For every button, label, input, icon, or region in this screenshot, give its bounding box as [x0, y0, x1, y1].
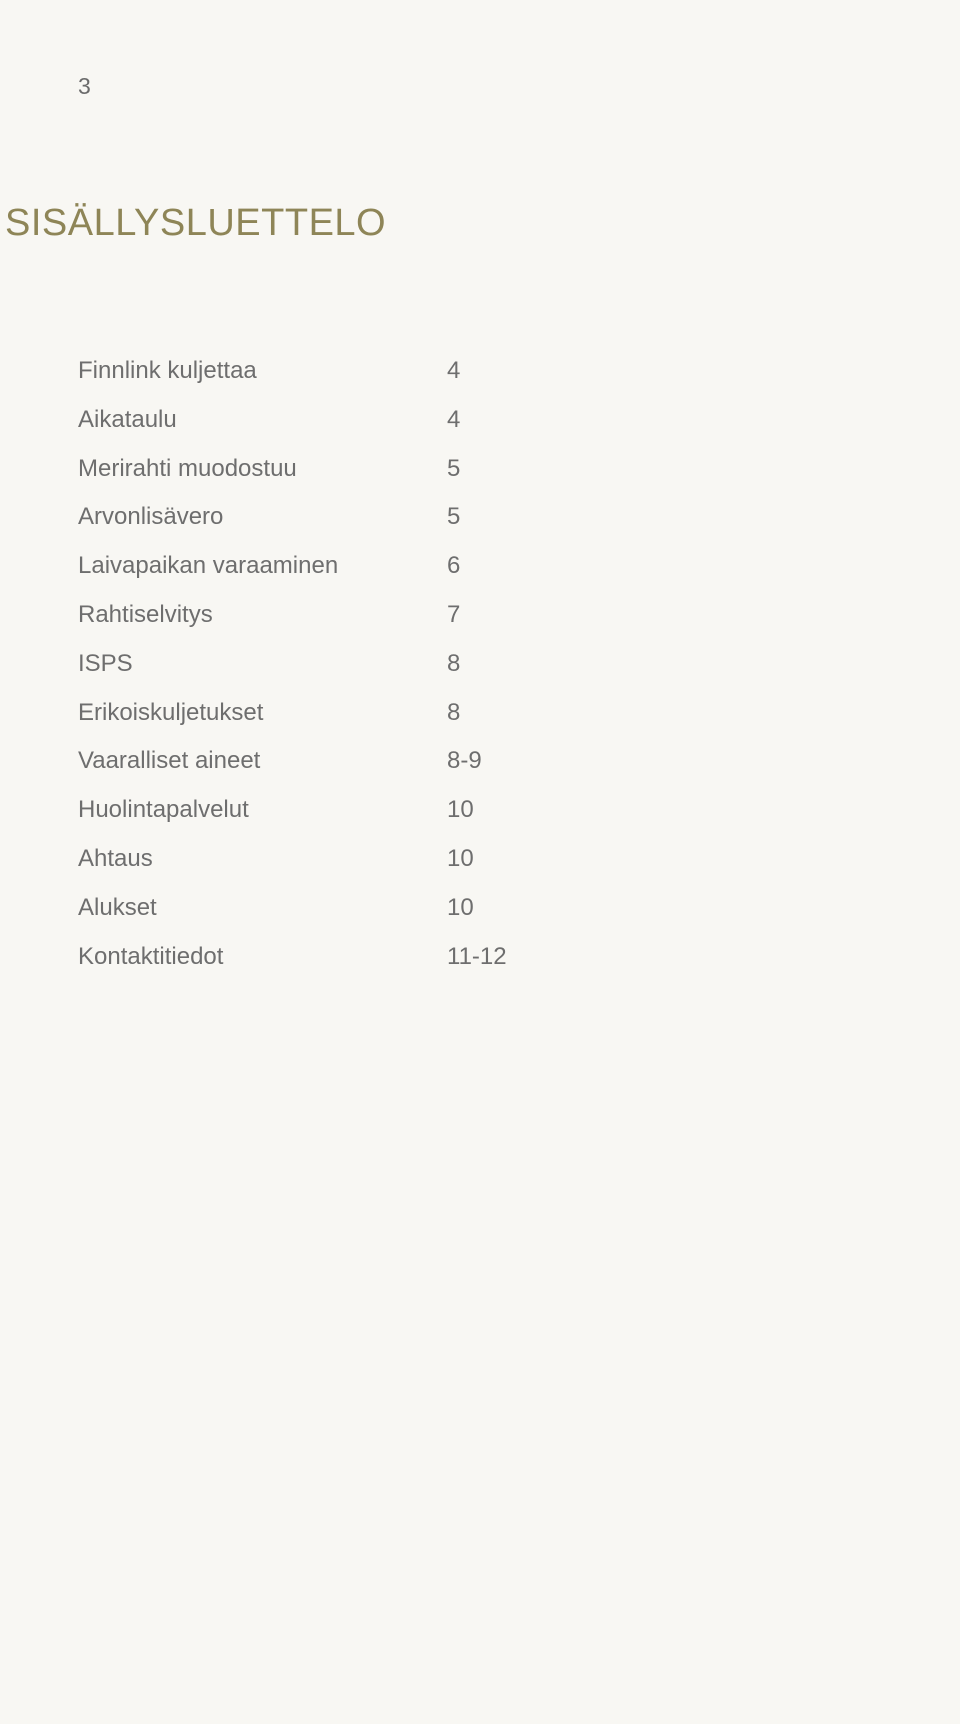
toc-row — [78, 744, 598, 793]
toc-entry-page: 8 — [447, 649, 461, 677]
toc-row — [78, 598, 598, 647]
toc-row — [78, 452, 598, 501]
toc-entry-page: 5 — [447, 503, 461, 531]
toc-entry-label: Rahtiselvitys — [78, 600, 213, 628]
toc-entry-page: 7 — [447, 600, 461, 628]
toc-row — [78, 793, 598, 842]
toc-entry-label: Merirahti muodostuu — [78, 454, 297, 482]
toc-row — [78, 842, 598, 891]
toc-entry-page: 10 — [447, 893, 474, 921]
toc-entry-page: 6 — [447, 552, 461, 580]
toc-row — [78, 891, 598, 940]
page-title: SISÄLLYSLUETTELO — [5, 202, 387, 244]
toc-entry-page: 4 — [447, 357, 461, 384]
toc-row — [78, 940, 598, 989]
toc-entry-label: Ahtaus — [78, 844, 153, 872]
toc-entry-label: Kontaktitiedot — [78, 942, 224, 970]
toc-row — [78, 549, 598, 598]
toc-entry-page: 5 — [447, 454, 461, 482]
toc-entry-page: 11-12 — [447, 942, 507, 970]
toc-entry-label: Arvonlisävero — [78, 503, 224, 531]
toc-row — [78, 647, 598, 696]
page-number: 3 — [78, 73, 91, 99]
toc-entry-label: Laivapaikan varaaminen — [78, 552, 339, 580]
toc-entry-label: Vaaralliset aineet — [78, 747, 261, 775]
toc-entry-label: Erikoiskuljetukset — [78, 698, 264, 726]
toc-entry-label: Finnlink kuljettaa — [78, 357, 257, 384]
toc-entry-label: Huolintapalvelut — [78, 796, 249, 824]
toc-entry-page: 8-9 — [447, 747, 482, 775]
toc-row — [78, 696, 598, 745]
toc-entry-page: 8 — [447, 698, 461, 726]
toc-entry-page: 4 — [447, 405, 461, 433]
toc-entry-label: Alukset — [78, 893, 157, 921]
table-of-contents — [78, 354, 598, 988]
toc-entry-page: 10 — [447, 796, 474, 824]
toc-entry-label: Aikataulu — [78, 405, 177, 433]
toc-entry-page: 10 — [447, 844, 474, 872]
toc-row — [78, 354, 598, 403]
toc-row — [78, 500, 598, 549]
toc-row — [78, 403, 598, 452]
toc-entry-label: ISPS — [78, 649, 133, 677]
